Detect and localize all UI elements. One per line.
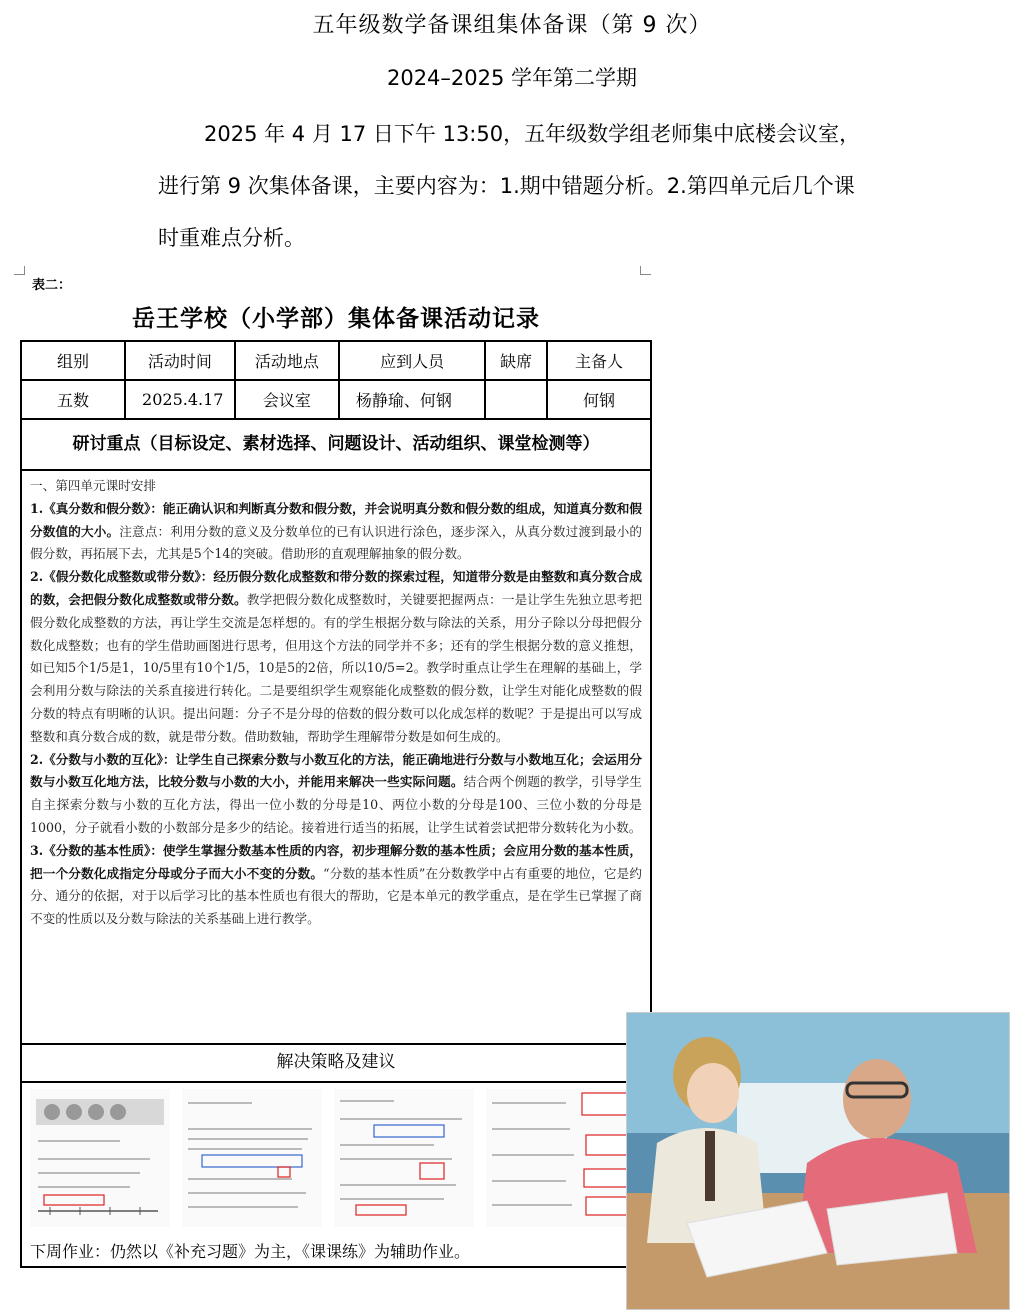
meeting-photo — [626, 1012, 1010, 1310]
focus-section-title: 一、第四单元课时安排 — [30, 478, 156, 493]
cell-place: 会议室 — [235, 380, 339, 419]
cell-lead: 何钢 — [547, 380, 651, 419]
strategy-section — [20, 1043, 652, 1268]
worksheet-image — [182, 1089, 322, 1227]
focus-item — [30, 749, 642, 840]
document-subtitle: 2024–2025 学年第二学期 — [386, 66, 638, 90]
worksheet-image — [334, 1089, 474, 1227]
cell-absent — [485, 380, 547, 419]
focus-body — [22, 471, 650, 931]
table-label: 表二： — [32, 278, 72, 293]
homework-note: 下周作业：仍然以《补充习题》为主，《课课练》为辅助作业。 — [30, 1242, 471, 1261]
focus-item-lead: 1.《真分数和假分数》：能正确认识和判断真分数和假分数，并会说明真分数和假分数的组成，知道真分数和假分数值的大小。 — [30, 500, 642, 539]
strategy-heading: 解决策略及建议 — [22, 1043, 650, 1083]
focus-heading: 研讨重点（目标设定、素材选择、问题设计、活动组织、课堂检测等） — [22, 419, 650, 471]
focus-item — [30, 498, 642, 566]
focus-item-text: “分数的基本性质”在分数教学中占有重要的地位，它是约分、通分的依据，对于以后学习比的基本性质也有很大的帮助，它是本单元的教学重点，是在学生已掌握了商不变的性质以及分数与除法的关系基础上进行教学。 — [30, 865, 642, 927]
focus-section — [20, 419, 652, 1045]
table-header-row — [21, 341, 651, 380]
header-cell-lead: 主备人 — [547, 341, 651, 380]
focus-item-lead: 2.《假分数化成整数或带分数》：经历假分数化成整数和带分数的探索过程，知道带分数是由整数和真分数合成的数，会把假分数化成整数或带分数。 — [30, 569, 642, 607]
focus-item-lead: 3.《分数的基本性质》：使学生掌握分数基本性质的内容，初步理解分数的基本性质；会应用分数的基本性质，把一个分数化成指定分母或分子而大小不变的分数。 — [30, 842, 642, 881]
crop-mark — [14, 266, 25, 275]
focus-item — [30, 840, 642, 931]
crop-mark — [640, 266, 651, 275]
cell-group: 五数 — [21, 380, 125, 419]
focus-item-text: 结合两个例题的教学，引导学生自主探索分数与小数的互化方法，得出一位小数的分母是10、两位小数的分母是100、三位小数的分母是1000，分子就看小数的小数部分是多少的结论。接着进行适当的拓展，让学生试着尝试把带分数转化为小数。 — [30, 774, 643, 835]
focus-item-text: 注意点：利用分数的意义及分数单位的已有认识进行涂色，逐步深入，从真分数过渡到最小的假分数，再拓展下去，尤其是5个14的突破。借助形的直观理解抽象的假分数。 — [30, 523, 643, 562]
intro-paragraph: 2025 年 4 月 17 日下午 13:50，五年级数学组老师集中底楼会议室，进行第 9 次集体备课，主要内容为：1.期中错题分析。2.第四单元后几个课时重难点分析。 — [158, 122, 861, 250]
focus-item — [30, 566, 642, 748]
document-title: 五年级数学备课组集体备课（第 9 次） — [312, 13, 712, 38]
record-title: 岳王学校（小学部）集体备课活动记录 — [132, 306, 540, 332]
cell-time: 2025.4.17 — [125, 380, 235, 419]
header-cell-attendees: 应到人员 — [339, 341, 486, 380]
table-row — [21, 380, 651, 419]
worksheet-thumbnails — [22, 1083, 650, 1231]
focus-item-lead: 2.《分数与小数的互化》：让学生自己探索分数与小数互化的方法，能正确地进行分数与小数地互化；会运用分数与小数互化地方法，比较分数与小数的大小，并能用来解决一些实际问题。 — [30, 751, 642, 790]
record-table — [20, 340, 652, 420]
cell-attendees: 杨静瑜、何钢 — [339, 380, 486, 419]
header-cell-group: 组别 — [21, 341, 125, 380]
worksheet-image — [30, 1089, 170, 1227]
header-cell-absent: 缺席 — [485, 341, 547, 380]
header-cell-place: 活动地点 — [235, 341, 339, 380]
header-cell-time: 活动时间 — [125, 341, 235, 380]
worksheet-image — [486, 1089, 636, 1227]
focus-item-text: 教学把假分数化成整数时，关键要把握两点：一是让学生先独立思考把假分数化成整数的方法，再让学生交流是怎样想的。有的学生根据分数与除法的关系，用分子除以分母把假分数化成整数；也有的学生借助画图进行思考，但用这个方法的同学并不多；还有的学生根据分数的意义推想，如已知5个1/5是1，10/5里有10个1/5，10是5的2倍，所以10/5=2。教学时重点让学生在理解的基础上，学会利用分数与除法的关系直接进行转化。二是要组织学生观察能化成整数的假分数，让学生对能化成整数的假分数的特点有明晰的认识。提出问题：分子不是分母的倍数的假分数可以化成怎样的数呢？于是提出可以写成整数和真分数合成的数，就是带分数。借助数轴，帮助学生理解带分数是如何生成的。 — [30, 591, 643, 744]
